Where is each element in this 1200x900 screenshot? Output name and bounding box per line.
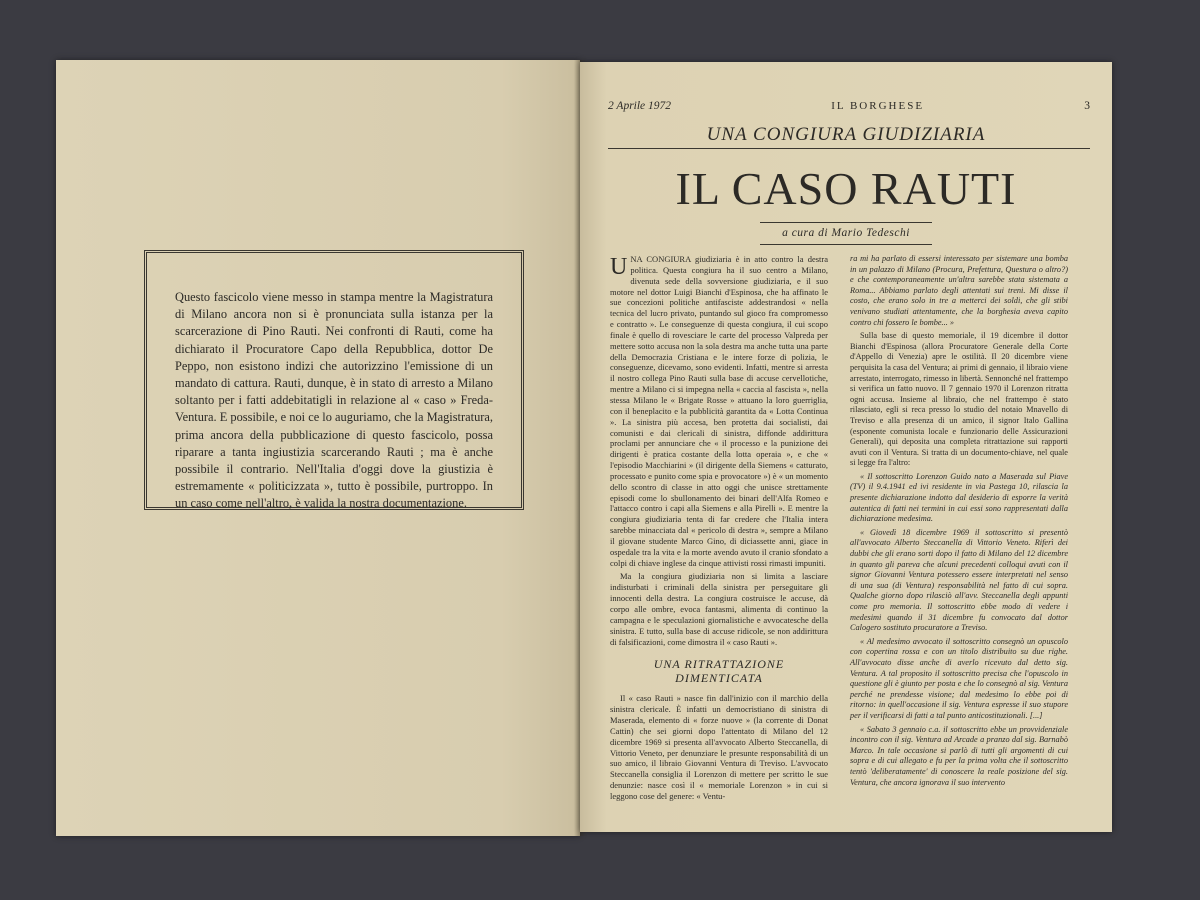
page-number: 3 (1084, 100, 1090, 112)
article-title: IL CASO RAUTI (675, 163, 1017, 214)
article-column-left (610, 254, 828, 805)
title-rule-top (760, 222, 932, 223)
article-byline: a cura di Mario Tedeschi (782, 227, 910, 239)
issue-date: 2 Aprile 1972 (608, 100, 672, 112)
magazine-name: IL BORGHESE (831, 100, 925, 112)
quoted-paragraph: « Giovedì 18 dicembre 1969 il sottoscritto si presentò all'avvocato Alberto Steccanella di Vittorio Veneto. Riferì dei dubbi che gli erano sorti dopo il fatto di Milano del 12 dicembre in quanto gli pareva che alcuni precedenti colloqui avuti con il signor Giovanni Ventura potessero essere interpretati nel senso di una sua (di Ventura) responsabilità nel fatto di cui sopra. Qualche giorno dopo rilasciò all'avv. Steccanella degli appunti come pro memoria. Il sottoscritto ebbe modo di vedere i medesimi quando il 31 dicembre fu convocato dal dottor Calogero sostituto procuratore a Treviso. (850, 527, 1068, 633)
paragraph: ra mi ha parlato di essersi interessato per sistemare una bomba in un palazzo di Milano (Procura, Prefettura, Questura o altro?) e che contemporaneamente un'altra sarebbe stata sistemata a Roma... Abbiamo parlato degli attentati sui treni. Mi disse il costo, che erano solo in tre a metterci dei soldi, che gli stibi venivano studiati attentamente, che la borghesia aveva capito contro chi fossero le bombe... » (850, 254, 1068, 327)
drop-cap: U (610, 254, 628, 280)
article-column-right (850, 254, 1068, 791)
section-subhead: UNA RITRATTAZIONE DIMENTICATA (653, 657, 785, 686)
paragraph: UNA CONGIURA giudiziaria è in atto contro la destra politica. Questa congiura ha il suo centro a Milano, divenuta sede della sovversione giudiziaria, e il suo motore nel dottor Luigi Bianchi d'Espinosa, che ha affinato le sue concezioni politiche antifasciste addestrandosi « nella tecnica del lucro privato, puntando sul gioco fra compromesso e contratto ». Le conseguenze di questa congiura, il cui scopo finale è quello di rovesciare le carte del processo Valpreda per mettere sotto accusa non la sola destra ma anche tutta una parte della Democrazia Cristiana e le intere forze di polizia, le conseguenze, dicevamo, sono evidenti. Infatti, mentre si arresta il nostro collega Pino Rauti sulla base di accuse cervellotiche, mentre a Milano ci si impegna nella « caccia al fascista », nella stessa Milano le « Brigate Rosse » attuano la loro guerriglia, con il beneplacito e la pubblicità garantita da « Lotta Continua ». La sinistra più accesa, ben protetta dai socialisti, dai comunisti e dai clericali di sinistra, diffonde addirittura proclami per annunciare che « il processo e la punizione dei dirigenti è pratica costante della lotta operaia », e che « l'episodio Macchiarini » (il dirigente della Siemens « catturato, processato e punito come spia e provocatore ») è « un momento dello scontro di classe in atto oggi che unisce strettamente episodi come lo sbullonamento dei binari dell'Alfa Romeo e l'attacco contro i capi alla Siemens e alla Pirelli ». E mentre la congiura giudiziaria tenta di far credere che l'Italia intera sarebbe minacciata dal « pericolo di destra », sempre a Milano il giovane studente Marco Gino, di diciassette anni, giace in ospedale tra la vita e la morte avendo avuto il cranio sfondato a colpi di chiave inglese da cinque attivisti rossi rimasti impuniti. (610, 254, 828, 568)
notice-box (144, 250, 524, 510)
article-kicker: UNA CONGIURA GIUDIZIARIA (706, 124, 986, 145)
paragraph: Ma la congiura giudiziaria non si limita a lasciare indisturbati i criminali della sinistra per perseguitare gli innocenti della destra. La congiura costruisce le accuse, dà corpo alle ombre, evoca fantasmi, alimenta di continuo la campagna e le speculazioni giornalistiche e avvocatesche della sinistra. E tutto, sulla base di accuse ridicole, se non addirittura di falsificazioni, come dimostra il « caso Rauti ». (610, 571, 828, 647)
quoted-paragraph: « Sabato 3 gennaio c.a. il sottoscritto ebbe un provvidenziale incontro con il sig. Ventura ad Arcade a pranzo dal sig. Barnabò Marco. In tale occasione si parlò di tutti gli argomenti di cui sopra e di cui allegato e fu per la prima volta che il sottoscritto tentò 'deliberatamente' di conoscere la reale posizione del sig. Ventura, che ancora ignorava il suo intervento (850, 724, 1068, 787)
paragraph: Sulla base di questo memoriale, il 19 dicembre il dottor Bianchi d'Espinosa (allora Procuratore Generale della Corte d'Appello di Venezia) apre le ostilità. Il 20 dicembre viene perquisita la casa del Ventura; ai primi di gennaio, il libraio viene arrestato, interrogato, rimesso in libertà. Sennonché nel frattempo si verifica un fatto nuovo. Il 7 gennaio 1970 il Lorenzon ritratta ogni accusa. Insieme al libraio, che nel frattempo è stato rilasciato, egli si reca presso lo studio del notaio Mnavello di Treviso e alla presenza di un amico, il signor Italo Gallina (esponente comunista locale e funzionario delle Assicurazioni Generali), qui deposita una completa ritrattazione sui rapporti avuti con il Ventura. Si tratta di un documento-chiave, nel quale si legge fra l'altro: (850, 331, 1068, 468)
left-page (56, 60, 580, 836)
quoted-paragraph: « Il sottoscritto Lorenzon Guido nato a Maserada sul Piave (TV) il 9.4.1941 ed ivi residente in via Pastega 10, rilascia la presente dichiarazione indotto dal desiderio di esporre la verità autentica di fatti nei termini in cui essi sono rappresentati dalla dichiarazione medesima. (850, 471, 1068, 524)
paragraph: Il « caso Rauti » nasce fin dall'inizio con il marchio della sinistra clericale. È infatti un democristiano di sinistra di Maserada, elemento di « forze nuove » (la corrente di Donat Cattin) che sei giorni dopo l'attentato di Milano del 12 dicembre 1969 si presenta all'avvocato Alberto Steccanella, di Vittorio Veneto, per denunziare le presunte responsabilità di un suo amico, il libraio Giovanni Ventura di Treviso. L'avvocato Steccanella consiglia il Lorenzon di mettere per scritto le sue denunzie: nasce così il « memoriale Lorenzon » in cui si leggono cose del genere: « Ventu- (610, 693, 828, 801)
quoted-paragraph: « Al medesimo avvocato il sottoscritto consegnò un opuscolo con copertina rossa e con un titolo distribuito su due righe. All'avvocato disse anche di averlo ricevuto dal detto sig. Ventura. A tal proposito il sottoscritto precisa che l'opuscolo in questione gli è giunto per posta e che lo consegnò al sig. Ventura perché ne prendesse visione; dal medesimo lo ebbe poi di ritorno: in quell'occasione il sig. Ventura espresse il suo stupore per il verificarsi di fatti a tal punto anticostituzionali. [...] (850, 636, 1068, 720)
title-rule-bottom (760, 244, 932, 245)
header-rule (608, 148, 1090, 149)
notice-text: Questo fascicolo viene messo in stampa mentre la Magistratura di Milano ancora non si è pronunciata sulla istanza per la scarcerazione di Pino Rauti. Nei confronti di Rauti, come ha dichiarato il Procuratore Capo della Repubblica, dottor De Peppo, non esistono indizi che autorizzino l'emissione di un mandato di cattura. Rauti, dunque, è in stato di arresto a Milano soltanto per i fatti addebitatigli in relazione al « caso » Freda-Ventura. E possibile, e noi ce lo auguriamo, che la Magistratura, prima ancora della pubblicazione di questo fascicolo, possa riparare a tanta ingiustizia scarcerando Rauti ; ma è anche possibile il contrario. Nell'Italia d'oggi dove la giustizia è estremamente « politicizzata », tutto è possibile, purtroppo. In un caso come nell'altro, è valida la nostra documentazione. (175, 290, 493, 511)
running-header (608, 100, 1090, 112)
right-page (580, 62, 1112, 832)
